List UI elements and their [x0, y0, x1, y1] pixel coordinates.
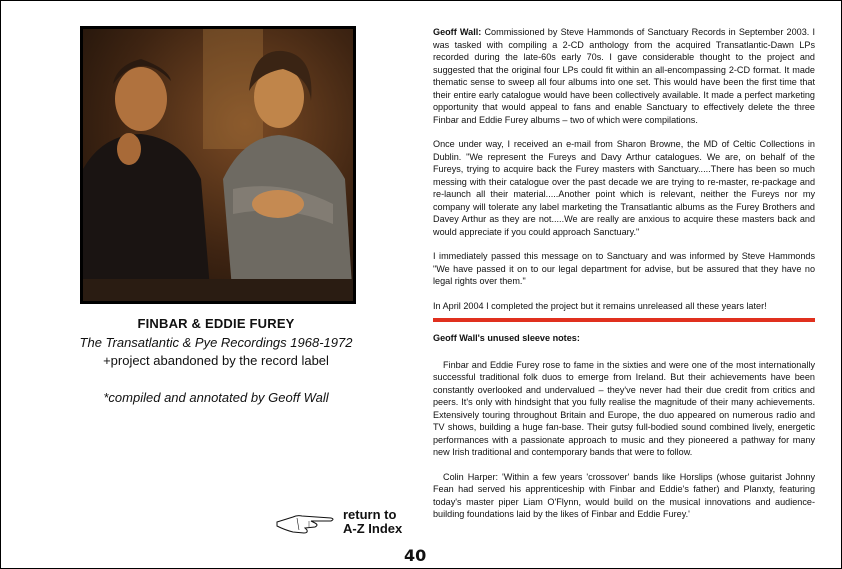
- album-title: FINBAR & EDDIE FUREY: [137, 316, 295, 331]
- compiler-credit: *compiled and annotated by Geoff Wall: [103, 390, 329, 405]
- band-photo: [80, 26, 356, 304]
- pointing-hand-icon: [275, 508, 337, 536]
- album-note: +project abandoned by the record label: [103, 353, 329, 368]
- paragraph-response: I immediately passed this message on to Sanctuary and was informed by Steve Hammonds "We have passed it on to our legal department for advise, but be assured that they have no legal rights over them.": [433, 251, 815, 286]
- paragraph-intro: [433, 26, 815, 126]
- return-link-line1: return to: [343, 507, 397, 522]
- paragraph-email: Once under way, I received an e-mail from Sharon Browne, the MD of Celtic Collections in Dublin. "We represent the Fureys and Davy Arthur catalogues. We are, on behalf of the Fureys, trying to acquire back the Furey masters with Sanctuary.....There has been so much messing with their catalogue over the past decade we are trying to re-master, re-package and re-launch all their material.....Another point which is relevant, neither the Fureys nor my company will tolerate any label marketing the Transatlantic albums as the Furey Brothers and Davey Arthur as they are not.....We are really are anxious to acquire these masters back and would appreciate if you could approach Sanctuary.": [433, 139, 815, 237]
- band-photo-illustration: [83, 29, 353, 301]
- album-subtitle: The Transatlantic & Pye Recordings 1968-1972: [79, 335, 353, 350]
- section-divider: [433, 318, 815, 322]
- article-text: [433, 26, 815, 533]
- paragraph-outcome: In April 2004 I completed the project but it remains unreleased all these years later!: [433, 300, 767, 311]
- paragraph-quote: Colin Harper: 'Within a few years 'crossover' bands like Horslips (whose guitarist Johnny Fean had served his apprenticeship with Finbar and Eddie's father) and Planxty, featuring today's master piper Liam O'Flynn, would build on the musical innovations and audience-building foundations laid by the likes of Finbar and Eddie Furey.': [433, 471, 815, 519]
- album-caption: [60, 316, 372, 405]
- sleeve-notes-heading: Geoff Wall's unused sleeve notes:: [433, 333, 580, 343]
- paragraph-sleeve-notes: Finbar and Eddie Furey rose to fame in the sixties and were one of the most internationally successful traditional folk duos to emerge from Ireland. But their achievements have been constantly overlooked and undervalued – they've never had their due credit from critics and peers. It's only with hindsight that you fully realise the magnitude of their many achievements. Extensively touring throughout Britain and Europe, the duo appeared on numerous radio and TV shows, building a huge fan-base. Their gutsy full-bodied sound combined lively, energetic performances with a passionate approach to music and they pioneered a pathway for many new Irish traditional and contemporary bands that were to follow.: [433, 359, 815, 457]
- intro-speaker: Geoff Wall:: [433, 27, 482, 37]
- return-to-index-link[interactable]: [275, 508, 402, 536]
- page-number: 40: [404, 546, 427, 565]
- intro-body: Commissioned by Steve Hammonds of Sanctuary Records in September 2003. I was tasked with compiling a 2-CD anthology from the acquired Transatlantic-Dawn LPs recorded during the late-60s early 70s. I gave considerable thought to the project and suggested that the original four LPs could fit within an all-encompassing 2-CD format. It made thematic sense to sweep all four albums into one set. This would have been the first time that their entire early catalogue would have been collectively available. It made a perfect marketing opportunity that would appeal to fans and enable Sanctuary to effectively delete the three Finbar and Eddie Furey albums – two of which were compilations.: [433, 27, 815, 125]
- return-link-line2: A-Z Index: [343, 521, 403, 536]
